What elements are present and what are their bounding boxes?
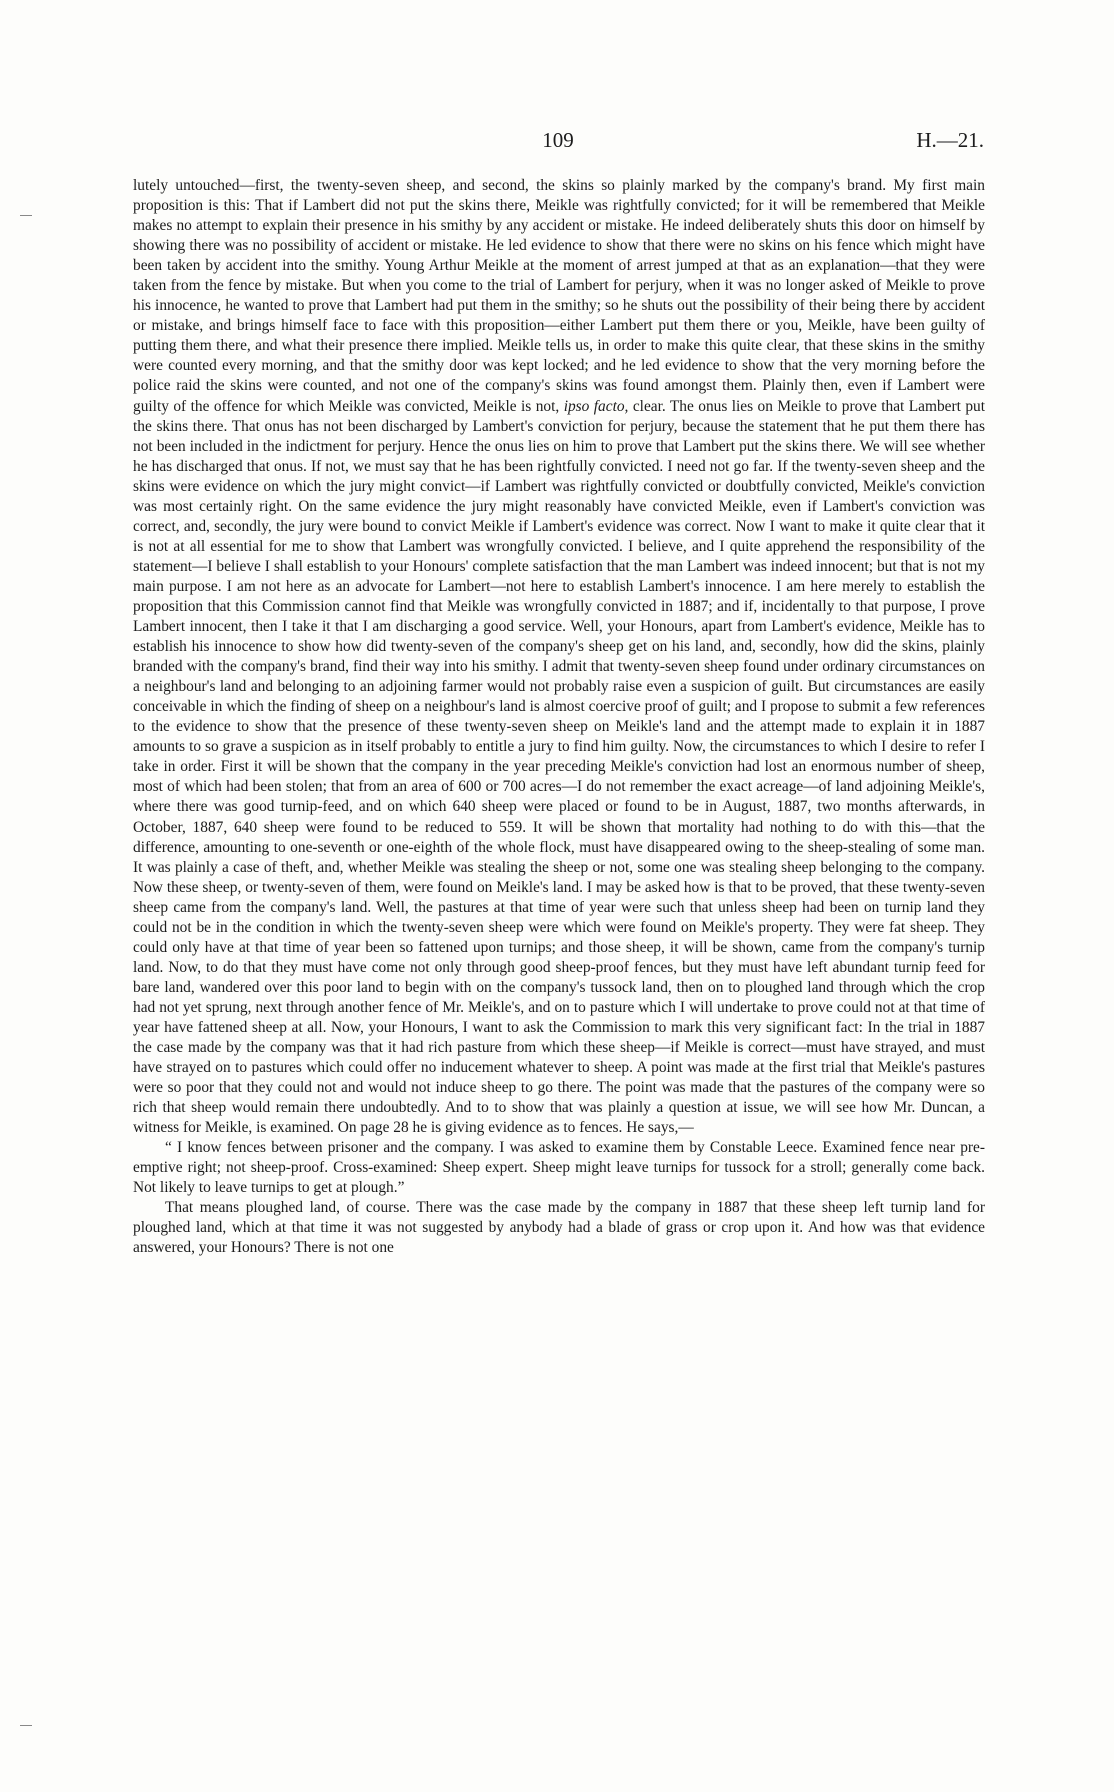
paragraph: That means ploughed land, of course. There was the case made by the company in 1887 that these sheep left turnip land for ploughed land, which at that time it was not suggested by anybody had a blade of grass or crop upon it. And how was that evidence answered, your Honours? There is not one	[133, 1199, 985, 1257]
document-reference: H.—21.	[916, 128, 984, 152]
margin-mark	[20, 215, 32, 219]
page-header	[132, 128, 984, 158]
body-text	[133, 176, 985, 1259]
paragraph-text: lutely untouched—first, the twenty-seven sheep, and second, the skins so plainly marked by the company's brand. My first main proposition is this: That if Lambert did not put the skins there, Meikle was rightfully convicted; for it will be remembered that Meikle makes no attempt to explain their presence in his smithy by any accident or mistake. He indeed deliberately shuts this door on himself by showing there was no possibility of accident or mistake. He led evidence to show that there were no skins on his fence which might have been taken by accident into the smithy. Young Arthur Meikle at the moment of arrest jumped at that as an explanation—that they were taken from the fence by mistake. But when you come to the trial of Lambert for perjury, when it was no longer asked of Meikle to prove his innocence, he wanted to prove that Lambert had put them in the smithy; so he shuts out the possibility of their being there by accident or mistake, and brings himself face to face with this proposition—either Lambert put them there or you, Meikle, have been guilty of putting them there, and what their presence there implied. Meikle tells us, in order to make this quite clear, that these skins in the smithy were counted every morning, and that the smithy door was kept locked; and he led evidence to show that the very morning before the police raid the skins were counted, and not one of the company's skins was found amongst them. Plainly then, even if Lambert were guilty of the offence for which Meikle was convicted, Meikle is not,	[133, 177, 985, 415]
italic-phrase: ipso facto,	[563, 397, 629, 415]
page-number: 109	[542, 128, 574, 152]
margin-mark	[20, 1725, 32, 1729]
quotation: “ I know fences between prisoner and the company. I was asked to examine them by Constable Leece. Examined fence near pre-emptive right; not sheep-proof. Cross-examined: Sheep expert. Sheep might leave turnips for tussock for a stroll; generally come back. Not likely to leave turnips to get at plough.”	[133, 1139, 985, 1197]
paragraph	[133, 176, 985, 1138]
paragraph-text: clear. The onus lies on Meikle to prove that Lambert put the skins there. That onus has not been discharged by Lambert's conviction for perjury, because the statement that he put them there has not been included in the indictment for perjury. Hence the onus lies on him to prove that Lambert put the skins there. We will see whether he has discharged that onus. If not, we must say that he has been rightfully convicted. I need not go far. If the twenty-seven sheep and the skins were evidence on which the jury might convict—if Lambert was rightfully convicted or doubtfully convicted, Meikle's conviction was most certainly right. On the same evidence the jury might reasonably have convicted Meikle, even if Lambert's conviction was correct, and, secondly, the jury were bound to convict Meikle if Lambert's evidence was correct. Now I want to make it quite clear that it is not at all essential for me to show that Lambert was wrongfully convicted. I believe, and I quite apprehend the responsibility of the statement—I believe I shall establish to your Honours' complete satisfaction that the man Lambert was indeed innocent; but that is not my main purpose. I am not here as an advocate for Lambert—not here to establish Lambert's innocence. I am here merely to establish the proposition that this Commission cannot find that Meikle was wrongfully convicted in 1887; and if, incidentally to that purpose, I prove Lambert innocent, then I take it that I am discharging a good service. Well, your Honours, apart from Lambert's evidence, Meikle has to establish his innocence to show how did twenty-seven of the company's sheep get on his land, and, secondly, how did the skins, plainly branded with the company's brand, find their way into his smithy. I admit that twenty-seven sheep found under ordinary circumstances on a neighbour's land and belonging to an adjoining farmer would not probably raise even a suspicion of guilt. But circumstances are easily conceivable in which the finding of sheep on a neighbour's land is almost coercive proof of guilt; and I propose to submit a few references to the evidence to show that the presence of these twenty-seven sheep on Meikle's land and the attempt made to explain it in 1887 amounts to so grave a suspicion as in itself probably to entitle a jury to find him guilty. Now, the circumstances to which I desire to refer I take in order. First it will be shown that the company in the year preceding Meikle's conviction had lost an enormous number of sheep, most of which had been stolen; that from an area of 600 or 700 acres—I do not remember the exact acreage—of land adjoining Meikle's, where there was good turnip-feed, and on which 640 sheep were placed or found to be in August, 1887, two months afterwards, in October, 1887, 640 sheep were found to be reduced to 559. It will be shown that mortality had nothing to do with this—that the difference, amounting to one-seventh or one-eighth of the whole flock, must have disappeared owing to the sheep-stealing of some man. It was plainly a case of theft, and, whether Meikle was stealing the sheep or not, some one was stealing sheep belonging to the company. Now these sheep, or twenty-seven of them, were found on Meikle's land. I may be asked how is that to be proved, that these twenty-seven sheep came from the company's land. Well, the pastures at that time of year were such that unless sheep had been on turnip land they could not be in the condition in which the twenty-seven sheep were which were found on Meikle's property. They were fat sheep. They could only have at that time of year been so fattened upon turnips; and those sheep, it will be shown, came from the company's turnip land. Now, to do that they must have come not only through good sheep-proof fences, but they must have left abundant turnip feed for bare land, wandered over this poor land to begin with on the company's tussock land, then on to ploughed land through which the crop had not yet sprung, next through another fence of Mr. Meikle's, and on to pasture which I will undertake to prove could not at that time of year have fattened sheep at all. Now, your Honours, I want to ask the Commission to mark this very significant fact: In the trial in 1887 the case made by the company was that it had rich pasture from which these sheep—if Meikle is correct—must have strayed, and must have strayed on to pastures which could offer no inducement whatever to sheep. A point was made at the first trial that Meikle's pastures were so poor that they could not and would not induce sheep to go there. The point was made that the pastures of the company were so rich that sheep would remain there undoubtedly. And to to show that was plainly a question at issue, we will see how Mr. Duncan, a witness for Meikle, is examined. On page 28 he is giving evidence as to fences. He says,—	[133, 397, 985, 1137]
